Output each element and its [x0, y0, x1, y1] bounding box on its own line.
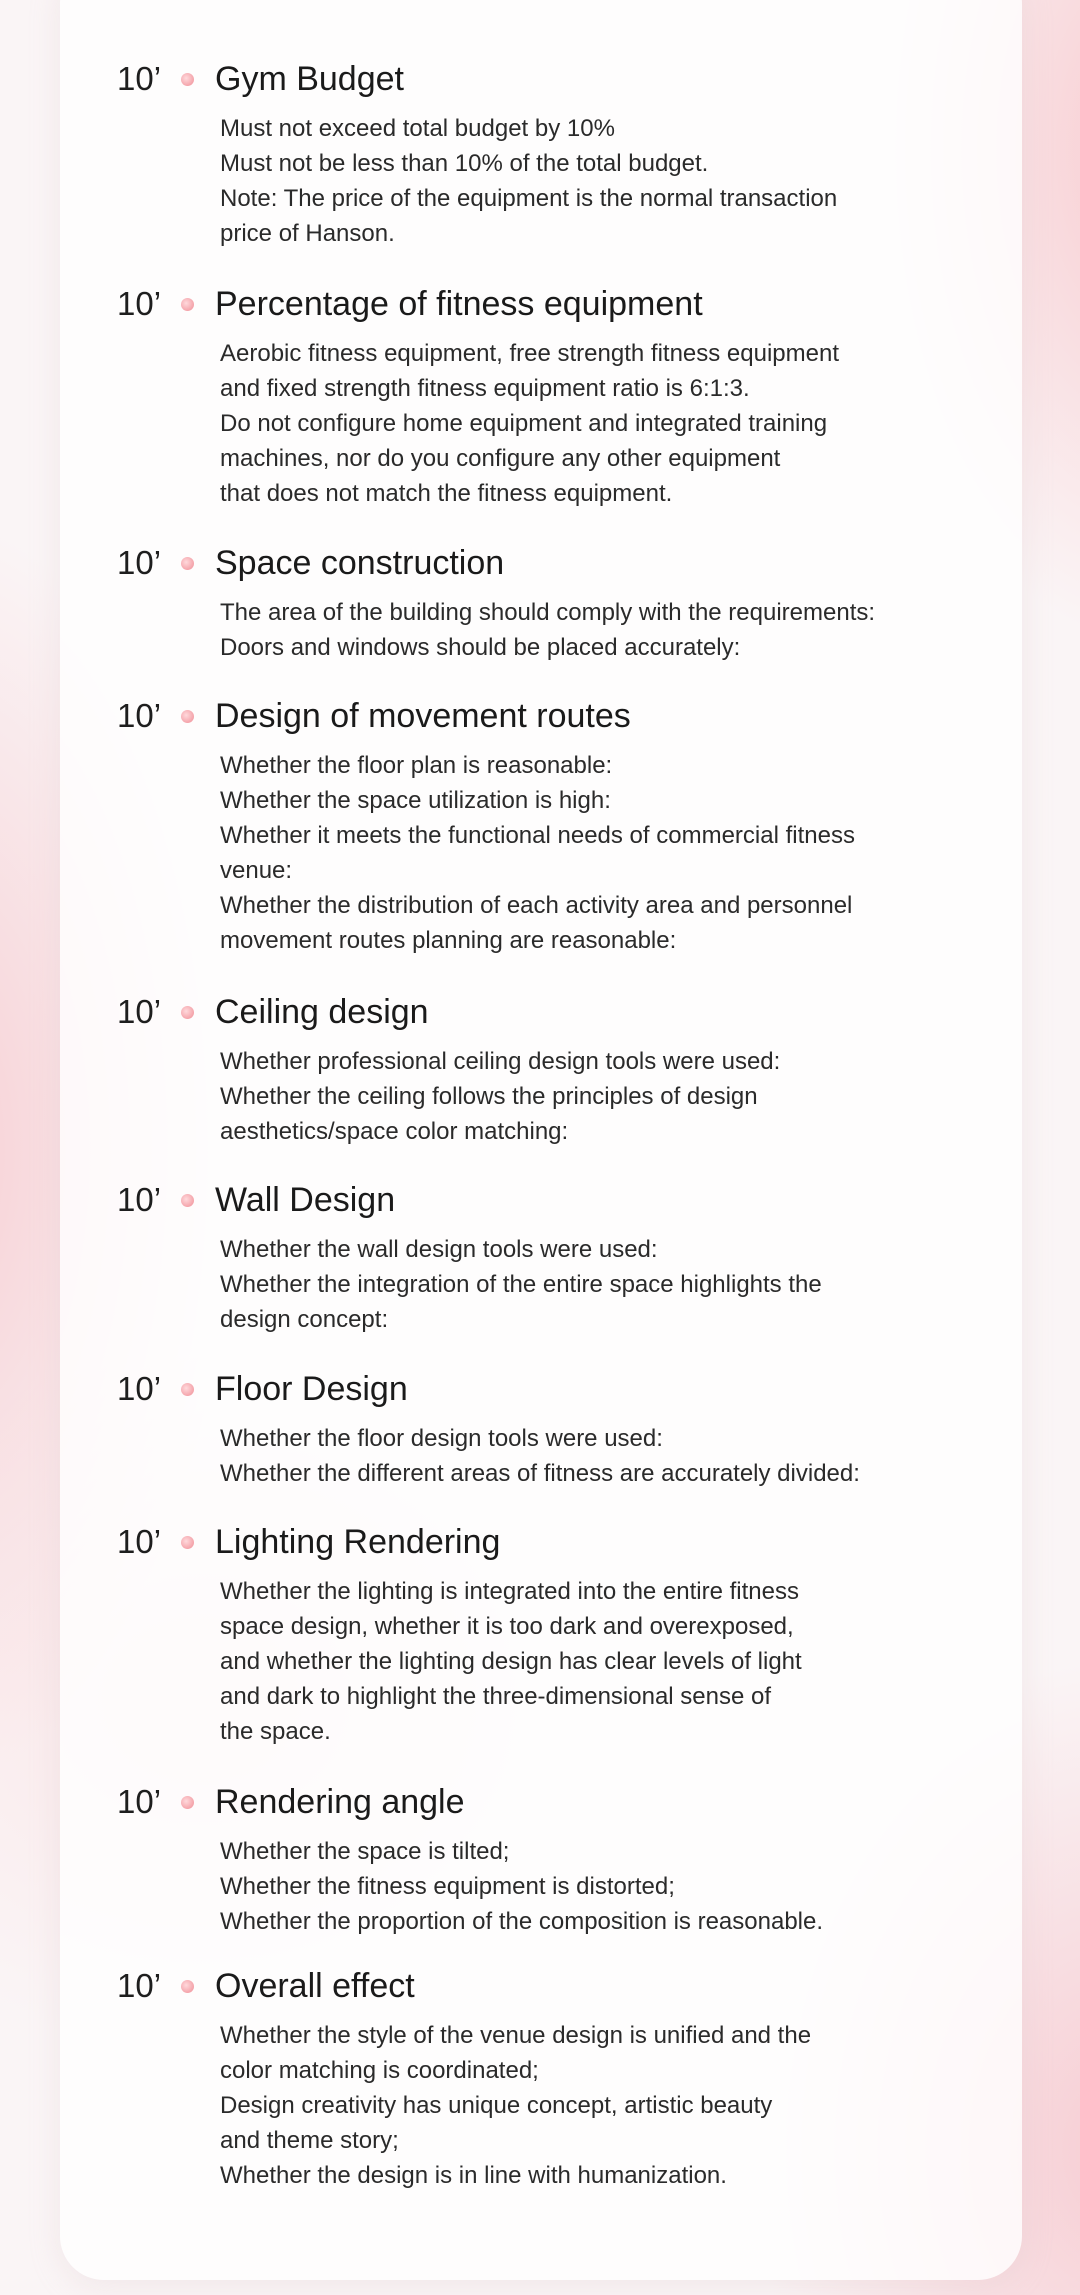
bullet-dot-icon [181, 73, 194, 86]
description-line: Aerobic fitness equipment, free strength fitness equipment [220, 340, 840, 367]
description-line: Whether it meets the functional needs of commercial fitness [220, 822, 855, 849]
criterion-title: Overall effect [215, 1966, 415, 2005]
criterion-gym-budget [117, 57, 977, 251]
description-line: Whether the different areas of fitness are accurately divided: [220, 1460, 860, 1487]
bullet-dot-icon [181, 1194, 194, 1207]
criterion-space-construction [117, 541, 977, 665]
description-line: color matching is coordinated; [220, 2057, 539, 2084]
score-label: 10’ [117, 1370, 162, 1407]
score-label: 10’ [117, 60, 162, 97]
description-line: Whether the fitness equipment is distorted; [220, 1873, 675, 1900]
criterion-title: Design of movement routes [215, 696, 631, 735]
bullet-dot-icon [181, 557, 194, 570]
description-line: movement routes planning are reasonable: [220, 927, 677, 954]
description-line: Doors and windows should be placed accurately: [220, 634, 741, 661]
score-label: 10’ [117, 697, 162, 734]
bullet-dot-icon [181, 710, 194, 723]
description-line: Must not exceed total budget by 10% [220, 115, 615, 142]
description-line: Whether the proportion of the composition is reasonable. [220, 1908, 824, 1935]
description-line: machines, nor do you configure any other equipment [220, 445, 781, 472]
description-line: Must not be less than 10% of the total budget. [220, 150, 709, 177]
criterion-description [220, 1421, 980, 1491]
bullet-dot-icon [181, 1980, 194, 1993]
description-line: Whether the lighting is integrated into the entire fitness [220, 1578, 799, 1605]
description-line: Whether the space utilization is high: [220, 787, 611, 814]
bullet-dot-icon [181, 1383, 194, 1396]
description-line: Whether the floor plan is reasonable: [220, 752, 613, 779]
criterion-floor-design [117, 1367, 977, 1491]
criterion-header [117, 990, 977, 1034]
description-line: Whether the space is tilted; [220, 1838, 510, 1865]
bullet-dot-icon [181, 1796, 194, 1809]
score-label: 10’ [117, 993, 162, 1030]
description-line: that does not match the fitness equipment. [220, 480, 673, 507]
criterion-title: Rendering angle [215, 1782, 465, 1821]
criterion-header [117, 1178, 977, 1222]
description-line: aesthetics/space color matching: [220, 1118, 569, 1145]
criterion-title: Gym Budget [215, 59, 404, 98]
criterion-ceiling-design [117, 990, 977, 1149]
score-label: 10’ [117, 1181, 162, 1218]
description-line: Whether the distribution of each activity area and personnel [220, 892, 853, 919]
criterion-description [220, 1834, 980, 1939]
criterion-rendering-angle [117, 1780, 977, 1939]
criterion-header [117, 1780, 977, 1824]
description-line: and theme story; [220, 2127, 399, 2154]
criterion-fitness-equipment-percentage [117, 282, 977, 511]
bullet-dot-icon [181, 1536, 194, 1549]
score-label: 10’ [117, 1523, 162, 1560]
description-line: Note: The price of the equipment is the normal transaction [220, 185, 838, 212]
criterion-header [117, 694, 977, 738]
description-line: price of Hanson. [220, 220, 395, 247]
criterion-description [220, 748, 980, 958]
description-line: Whether the wall design tools were used: [220, 1236, 658, 1263]
criterion-title: Lighting Rendering [215, 1522, 501, 1561]
description-line: Whether the style of the venue design is unified and the [220, 2022, 812, 2049]
criterion-wall-design [117, 1178, 977, 1337]
criterion-header [117, 541, 977, 585]
description-line: design concept: [220, 1306, 389, 1333]
score-label: 10’ [117, 1783, 162, 1820]
description-line: Whether professional ceiling design tools were used: [220, 1048, 781, 1075]
description-line: and dark to highlight the three-dimensional sense of [220, 1683, 772, 1710]
description-line: and fixed strength fitness equipment ratio is 6:1:3. [220, 375, 750, 402]
criterion-header [117, 1964, 977, 2008]
criterion-header [117, 57, 977, 101]
criterion-title: Ceiling design [215, 992, 429, 1031]
description-line: Whether the design is in line with humanization. [220, 2162, 727, 2189]
description-line: Do not configure home equipment and integrated training [220, 410, 828, 437]
bullet-dot-icon [181, 298, 194, 311]
criterion-title: Wall Design [215, 1180, 396, 1219]
criterion-description [220, 595, 980, 665]
criterion-header [117, 1367, 977, 1411]
criterion-title: Percentage of fitness equipment [215, 284, 703, 323]
score-label: 10’ [117, 285, 162, 322]
description-line: space design, whether it is too dark and overexposed, [220, 1613, 794, 1640]
description-line: and whether the lighting design has clear levels of light [220, 1648, 802, 1675]
score-label: 10’ [117, 1967, 162, 2004]
description-line: Whether the integration of the entire space highlights the [220, 1271, 822, 1298]
description-line: Whether the floor design tools were used: [220, 1425, 663, 1452]
criterion-description [220, 111, 980, 251]
description-line: Whether the ceiling follows the principles of design [220, 1083, 758, 1110]
criterion-title: Floor Design [215, 1369, 408, 1408]
criterion-header [117, 1520, 977, 1564]
description-line: The area of the building should comply with the requirements: [220, 599, 876, 626]
criterion-description [220, 1232, 980, 1337]
criterion-movement-routes [117, 694, 977, 958]
criterion-overall-effect [117, 1964, 977, 2193]
bullet-dot-icon [181, 1006, 194, 1019]
criterion-description [220, 1044, 980, 1149]
description-line: Design creativity has unique concept, artistic beauty [220, 2092, 773, 2119]
score-label: 10’ [117, 544, 162, 581]
criterion-title: Space construction [215, 543, 505, 582]
description-line: venue: [220, 857, 293, 884]
description-line: the space. [220, 1718, 331, 1745]
criterion-header [117, 282, 977, 326]
criterion-description [220, 1574, 980, 1749]
criterion-lighting-rendering [117, 1520, 977, 1749]
criterion-description [220, 336, 980, 511]
criterion-description [220, 2018, 980, 2193]
